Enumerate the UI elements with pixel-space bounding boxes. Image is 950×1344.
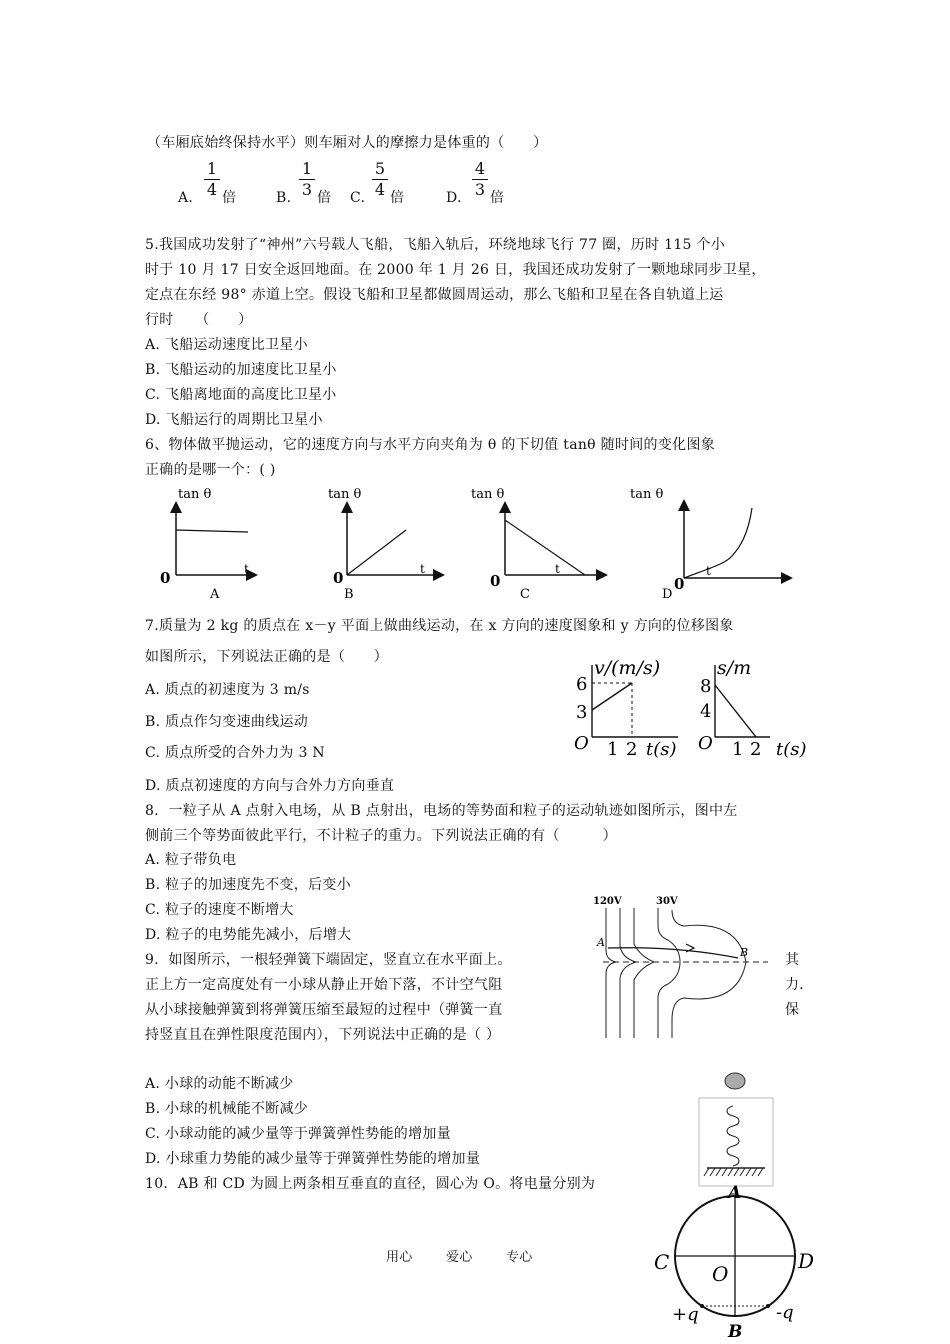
q7-v-xlabel: t(s) [646, 739, 677, 760]
q4-option-a-fraction [204, 160, 220, 199]
q7-v-xtick-2: 2 [626, 739, 638, 760]
q7-option-b: B. 质点作匀变速曲线运动 [145, 714, 309, 730]
q5-line-2: 时于 10 月 17 日安全返回地面。在 2000 年 1 月 26 日，我国还成功发射了一颗地球同步卫星， [145, 262, 766, 278]
q9-option-c: C. 小球动能的减少量等于弹簧弹性势能的增加量 [145, 1126, 452, 1142]
q6-c-origin: 0 [490, 572, 501, 590]
q6-d-curve [684, 508, 752, 578]
q9-right-1: 其 [785, 952, 800, 968]
footer-text-2: 爱心 [446, 1250, 473, 1265]
q9-spring-figure [695, 1068, 780, 1190]
q6-graphs [150, 480, 810, 605]
q7-v-ytick-3: 3 [576, 702, 588, 723]
q5-option-c: C. 飞船离地面的高度比卫星小 [145, 387, 337, 403]
q7-graphs [570, 655, 820, 763]
q4-option-d-letter: D. [446, 190, 462, 206]
q10-label-d: D [798, 1249, 815, 1273]
q10-label-plus-q: +q [672, 1304, 699, 1325]
q5-line-4: 行时 （ ） [145, 312, 253, 328]
q5-line-3: 定点在东经 98° 赤道上空。假设飞船和卫星都做圆周运动，那么飞船和卫星在各自轨道上运 [145, 287, 724, 303]
q8-label-120v: 120V [593, 896, 622, 907]
q7-s-graph [698, 657, 807, 760]
q5-option-a: A. 飞船运动速度比卫星小 [145, 337, 308, 353]
q7-s-line [715, 685, 756, 737]
q8-field-figure [588, 890, 773, 1040]
q6-graph-c [471, 487, 605, 602]
q5-line-1: 5.我国成功发射了“神州”六号载人飞船，飞船入轨后，环绕地球飞行 77 圈，历时 115 个小 [145, 237, 726, 253]
q4-option-d-unit: 倍 [490, 190, 505, 206]
q8-line-2: 侧前三个等势面彼此平行，不计粒子的重力。下列说法正确的有（ ） [145, 828, 617, 844]
q7-v-origin: O [574, 733, 589, 754]
q9-option-a: A. 小球的动能不断减少 [145, 1076, 294, 1092]
q7-v-ytick-6: 6 [576, 674, 588, 695]
q9-line-3: 从小球接触弹簧到将弹簧压缩至最短的过程中（弹簧一直 [145, 1002, 503, 1018]
numerator: 4 [474, 159, 486, 178]
q7-s-xlabel: t(s) [776, 739, 807, 760]
ball-icon [725, 1073, 745, 1089]
denominator: 3 [474, 180, 486, 199]
q6-b-curve [347, 530, 406, 575]
q4-option-b-letter: B. [276, 190, 292, 206]
q6-a-curve [176, 530, 248, 532]
q4-option-c-letter: C. [350, 190, 366, 206]
q7-v-line [592, 683, 632, 710]
q6-a-letter: A [210, 587, 220, 602]
q9-line-2: 正上方一定高度处有一小球从静止开始下落，不计空气阻 [145, 977, 503, 993]
q8-label-30v: 30V [656, 896, 678, 907]
denominator: 3 [301, 180, 313, 199]
q7-v-ylabel: v/(m/s) [594, 657, 661, 679]
q6-a-tlabel: t [244, 562, 249, 576]
numerator: 1 [301, 159, 313, 178]
q4-option-d-fraction [472, 160, 488, 199]
q4-option-b-unit: 倍 [317, 190, 332, 206]
footer-text-1: 用心 [386, 1250, 413, 1265]
q9-option-d: D. 小球重力势能的减少量等于弹簧弹性势能的增加量 [145, 1151, 481, 1167]
q4-option-c-unit: 倍 [390, 190, 405, 206]
q10-label-o: O [712, 1262, 729, 1286]
q5-option-b: B. 飞船运动的加速度比卫星小 [145, 362, 337, 378]
q4-option-b-fraction [299, 160, 315, 199]
q6-d-letter: D [662, 587, 673, 602]
q6-graph-b [328, 487, 442, 602]
q9-line-4: 持竖直且在弹性限度范围内），下列说法中正确的是（ ） [145, 1027, 501, 1043]
q6-d-ylabel: tan θ [630, 487, 664, 502]
q6-graph-a [160, 487, 255, 602]
q7-s-ytick-8: 8 [700, 676, 712, 697]
q6-line-1: 6、物体做平抛运动，它的速度方向与水平方向夹角为 θ 的下切值 tanθ 随时间的变化图象 [145, 437, 716, 453]
q10-line: 10．AB 和 CD 为圆上两条相互垂直的直径，圆心为 O。将电量分别为 [145, 1176, 596, 1192]
q8-option-a: A. 粒子带负电 [145, 852, 237, 868]
q6-c-tlabel: t [555, 562, 560, 576]
q6-line-2: 正确的是哪一个：( ) [145, 462, 276, 478]
q10-label-a: A [728, 1183, 742, 1203]
q6-a-ylabel: tan θ [178, 487, 212, 502]
q6-b-origin: 0 [333, 569, 344, 587]
numerator: 1 [206, 159, 218, 178]
q6-b-letter: B [344, 587, 354, 602]
q10-label-minus-q: -q [776, 1302, 794, 1323]
q7-option-d: D. 质点初速度的方向与合外力方向垂直 [145, 778, 395, 794]
numerator: 5 [374, 159, 386, 178]
q9-option-b: B. 小球的机械能不断减少 [145, 1101, 309, 1117]
q4-option-c-fraction [372, 160, 388, 199]
q6-d-origin: 0 [674, 575, 685, 593]
q6-a-origin: 0 [160, 569, 171, 587]
q10-circle-figure [650, 1180, 825, 1344]
q9-line-1: 9．如图所示，一根轻弹簧下端固定，竖直立在水平面上。 [145, 952, 512, 968]
q4-stem: （车厢底始终保持水平）则车厢对人的摩擦力是体重的（ ） [147, 135, 548, 151]
footer-text-3: 专心 [506, 1250, 533, 1265]
q6-c-letter: C [520, 587, 530, 602]
q8-option-d: D. 粒子的电势能先减小，后增大 [145, 927, 352, 943]
q7-s-ytick-4: 4 [700, 701, 712, 722]
q4-option-a-unit: 倍 [222, 190, 237, 206]
q7-v-graph [574, 657, 678, 760]
q7-s-xtick-1: 1 [732, 739, 744, 760]
q10-label-c: C [654, 1250, 670, 1274]
q7-s-ylabel: s/m [717, 657, 752, 679]
q6-c-curve [505, 520, 585, 575]
denominator: 4 [206, 180, 218, 199]
q6-c-ylabel: tan θ [471, 487, 505, 502]
q8-line-1: 8．一粒子从 A 点射入电场，从 B 点射出，电场的等势面和粒子的运动轨迹如图所示，图中左 [145, 803, 738, 819]
q10-label-b: B [728, 1322, 743, 1342]
q7-line-2: 如图所示，下列说法正确的是（ ） [145, 649, 389, 665]
q6-b-ylabel: tan θ [328, 487, 362, 502]
q7-option-a: A. 质点的初速度为 3 m/s [145, 682, 310, 698]
q8-option-c: C. 粒子的速度不断增大 [145, 902, 294, 918]
q7-option-c: C. 质点所受的合外力为 3 N [145, 745, 325, 761]
q6-b-tlabel: t [420, 562, 425, 576]
spring-icon [727, 1106, 739, 1166]
q6-graph-d [630, 487, 790, 602]
q6-d-tlabel: t [706, 564, 711, 578]
q8-point-a: A [597, 936, 605, 949]
q8-point-b: B [740, 946, 749, 959]
q9-right-3: 保 [785, 1002, 800, 1018]
q7-v-xtick-1: 1 [607, 739, 619, 760]
denominator: 4 [374, 180, 386, 199]
q4-option-a-letter: A. [178, 190, 194, 206]
q7-s-xtick-2: 2 [750, 739, 762, 760]
q7-line-1: 7.质量为 2 kg 的质点在 x－y 平面上做曲线运动，在 x 方向的速度图象和 y 方向的位移图象 [145, 618, 734, 634]
q5-option-d: D. 飞船运行的周期比卫星小 [145, 412, 323, 428]
q9-right-2: 力． [785, 977, 814, 993]
q8-option-b: B. 粒子的加速度先不变，后变小 [145, 877, 351, 893]
q7-s-origin: O [698, 733, 713, 754]
